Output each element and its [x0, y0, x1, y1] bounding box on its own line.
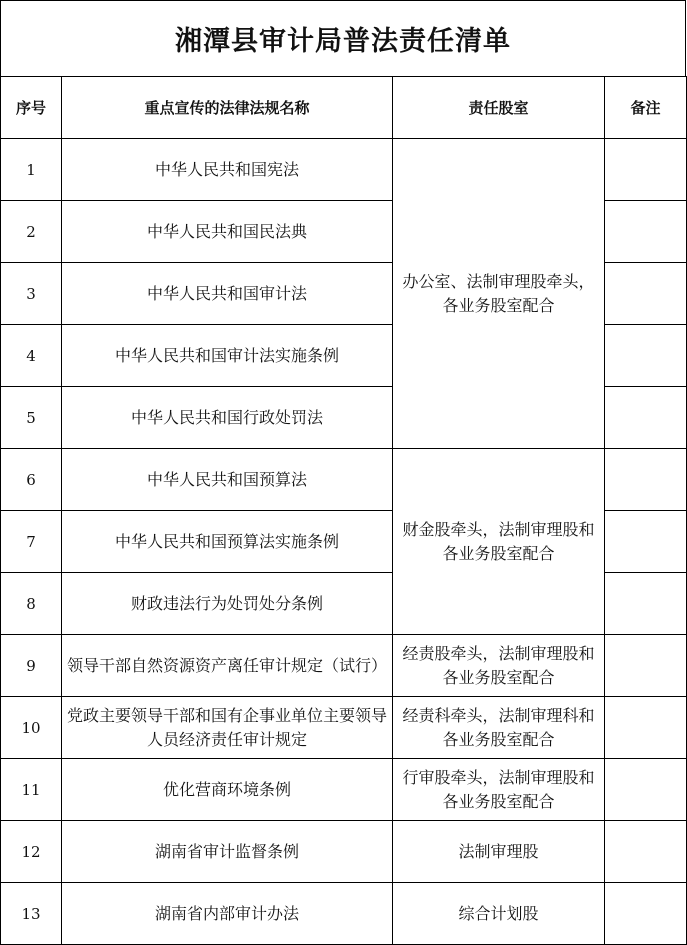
header-law: 重点宣传的法律法规名称 — [62, 77, 393, 139]
row-index: 2 — [1, 201, 62, 263]
row-index: 4 — [1, 325, 62, 387]
table-row — [1, 449, 687, 511]
row-note — [605, 697, 687, 759]
table-header-row — [1, 77, 687, 139]
row-law: 中华人民共和国宪法 — [62, 139, 393, 201]
row-note — [605, 387, 687, 449]
table-row — [1, 821, 687, 883]
row-note — [605, 201, 687, 263]
row-note — [605, 573, 687, 635]
row-index: 12 — [1, 821, 62, 883]
row-law: 湖南省审计监督条例 — [62, 821, 393, 883]
row-index: 5 — [1, 387, 62, 449]
row-note — [605, 821, 687, 883]
row-index: 7 — [1, 511, 62, 573]
row-law: 中华人民共和国预算法实施条例 — [62, 511, 393, 573]
row-law: 中华人民共和国审计法实施条例 — [62, 325, 393, 387]
page-title: 湘潭县审计局普法责任清单 — [0, 0, 686, 77]
row-note — [605, 449, 687, 511]
row-law: 党政主要领导干部和国有企事业单位主要领导人员经济责任审计规定 — [62, 697, 393, 759]
row-dept: 法制审理股 — [393, 821, 605, 883]
row-law: 优化营商环境条例 — [62, 759, 393, 821]
row-law: 领导干部自然资源资产离任审计规定（试行） — [62, 635, 393, 697]
row-note — [605, 883, 687, 945]
row-index: 13 — [1, 883, 62, 945]
row-dept: 综合计划股 — [393, 883, 605, 945]
row-note — [605, 325, 687, 387]
row-dept: 行审股牵头，法制审理股和各业务股室配合 — [393, 759, 605, 821]
header-note: 备注 — [605, 77, 687, 139]
table-row — [1, 635, 687, 697]
table-row — [1, 139, 687, 201]
row-index: 6 — [1, 449, 62, 511]
row-index: 8 — [1, 573, 62, 635]
row-dept: 经责股牵头，法制审理股和各业务股室配合 — [393, 635, 605, 697]
row-law: 财政违法行为处罚处分条例 — [62, 573, 393, 635]
row-law: 湖南省内部审计办法 — [62, 883, 393, 945]
row-dept: 办公室、法制审理股牵头，各业务股室配合 — [393, 139, 605, 449]
row-index: 9 — [1, 635, 62, 697]
row-index: 10 — [1, 697, 62, 759]
row-note — [605, 263, 687, 325]
row-index: 1 — [1, 139, 62, 201]
row-dept: 财金股牵头，法制审理股和各业务股室配合 — [393, 449, 605, 635]
table-row — [1, 883, 687, 945]
row-law: 中华人民共和国民法典 — [62, 201, 393, 263]
row-index: 3 — [1, 263, 62, 325]
row-note — [605, 139, 687, 201]
header-dept: 责任股室 — [393, 77, 605, 139]
row-law: 中华人民共和国行政处罚法 — [62, 387, 393, 449]
table-row — [1, 759, 687, 821]
row-note — [605, 759, 687, 821]
table-row — [1, 697, 687, 759]
row-index: 11 — [1, 759, 62, 821]
row-law: 中华人民共和国预算法 — [62, 449, 393, 511]
row-note — [605, 635, 687, 697]
responsibility-table — [0, 76, 687, 945]
row-dept: 经责科牵头，法制审理科和各业务股室配合 — [393, 697, 605, 759]
row-law: 中华人民共和国审计法 — [62, 263, 393, 325]
header-index: 序号 — [1, 77, 62, 139]
row-note — [605, 511, 687, 573]
